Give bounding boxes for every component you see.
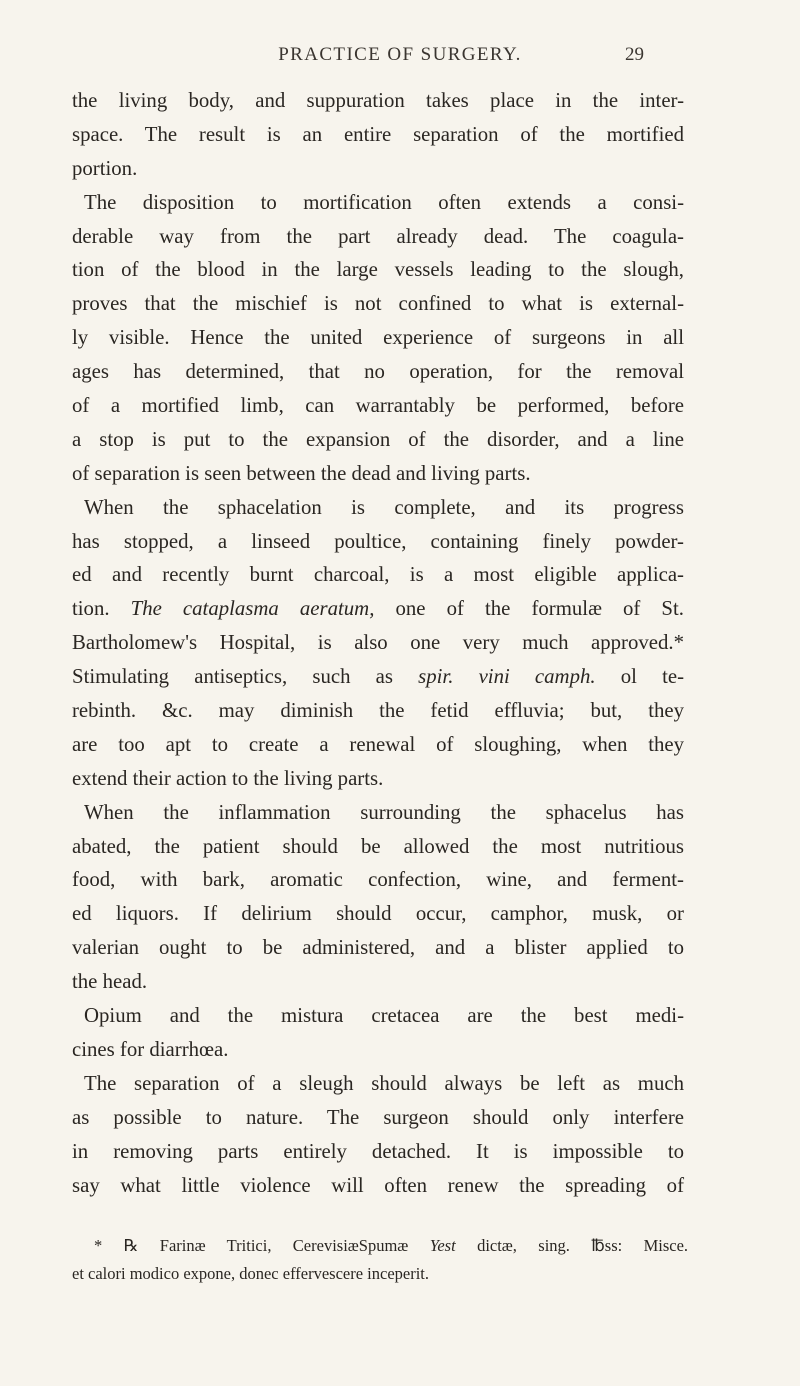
text-line: are too apt to create a renewal of sloughing, when they <box>72 732 684 756</box>
text-segment: one of the formulæ of St. <box>395 597 684 621</box>
text-line <box>72 660 684 694</box>
text-segment: ol te- <box>620 665 685 689</box>
text-line: portion. <box>72 156 138 180</box>
text-line: ly visible. Hence the united experience of surgeons in all <box>72 326 684 350</box>
footnote-line: et calori modico expone, donec effervescere inceperit. <box>72 1264 430 1283</box>
footnote <box>72 1232 688 1288</box>
text-line: the living body, and suppuration takes place in the inter- <box>72 89 684 112</box>
text-line: derable way from the part already dead. The coagula- <box>72 224 684 248</box>
text-segment: dictæ, sing. ℔ss: Misce. <box>477 1236 689 1255</box>
text-line: a stop is put to the expansion of the disorder, and a line <box>72 427 684 451</box>
italic-term: Yest <box>429 1236 456 1255</box>
footnote-line <box>72 1232 688 1260</box>
text-line: of separation is seen between the dead and living parts. <box>72 461 531 485</box>
text-line: Opium and the mistura cretacea are the best medi- <box>84 1004 684 1028</box>
text-line: The disposition to mortification often extends a consi- <box>84 190 684 214</box>
text-line: The separation of a sleugh should always be left as much <box>84 1071 684 1095</box>
running-header: PRACTICE OF SURGERY. <box>278 44 522 65</box>
page-number: 29 <box>625 44 644 65</box>
body-text <box>72 84 684 1202</box>
text-line: in removing parts entirely detached. It is impossible to <box>72 1139 684 1163</box>
text-line: ed liquors. If delirium should occur, camphor, musk, or <box>72 902 684 926</box>
text-line: valerian ought to be administered, and a blister applied to <box>72 936 684 960</box>
text-line: tion of the blood in the large vessels leading to the slough, <box>72 258 684 282</box>
text-line: space. The result is an entire separation of the mortified <box>72 122 684 146</box>
text-line: When the sphacelation is complete, and its progress <box>84 495 684 519</box>
text-segment: tion. <box>72 597 110 621</box>
text-line: ed and recently burnt charcoal, is a most eligible applica- <box>72 563 684 587</box>
text-line: rebinth. &c. may diminish the fetid effluvia; but, they <box>72 699 684 723</box>
text-line: Bartholomew's Hospital, is also one very much approved.* <box>72 631 684 655</box>
text-line: When the inflammation surrounding the sphacelus has <box>84 800 684 824</box>
text-line: the head. <box>72 970 148 994</box>
text-segment: * ℞ Farinæ Tritici, CerevisiæSpumæ <box>94 1236 409 1255</box>
text-line: abated, the patient should be allowed the most nutritious <box>72 834 684 858</box>
text-line: cines for diarrhœa. <box>72 1037 229 1061</box>
text-line: of a mortified limb, can warrantably be performed, before <box>72 394 684 418</box>
text-line <box>72 592 684 626</box>
text-line: food, with bark, aromatic confection, wine, and ferment- <box>72 868 684 892</box>
text-line: has stopped, a linseed poultice, containing finely powder- <box>72 529 684 553</box>
text-line: extend their action to the living parts. <box>72 766 384 790</box>
text-line: say what little violence will often renew the spreading of <box>72 1173 684 1197</box>
italic-term: spir. vini camph. <box>418 665 596 689</box>
text-line: as possible to nature. The surgeon should only interfere <box>72 1105 684 1129</box>
text-line: proves that the mischief is not confined to what is external- <box>72 292 684 316</box>
text-line: ages has determined, that no operation, for the removal <box>72 360 684 384</box>
italic-term: The cataplasma aeratum, <box>130 597 375 621</box>
text-segment: Stimulating antiseptics, such as <box>72 665 393 689</box>
